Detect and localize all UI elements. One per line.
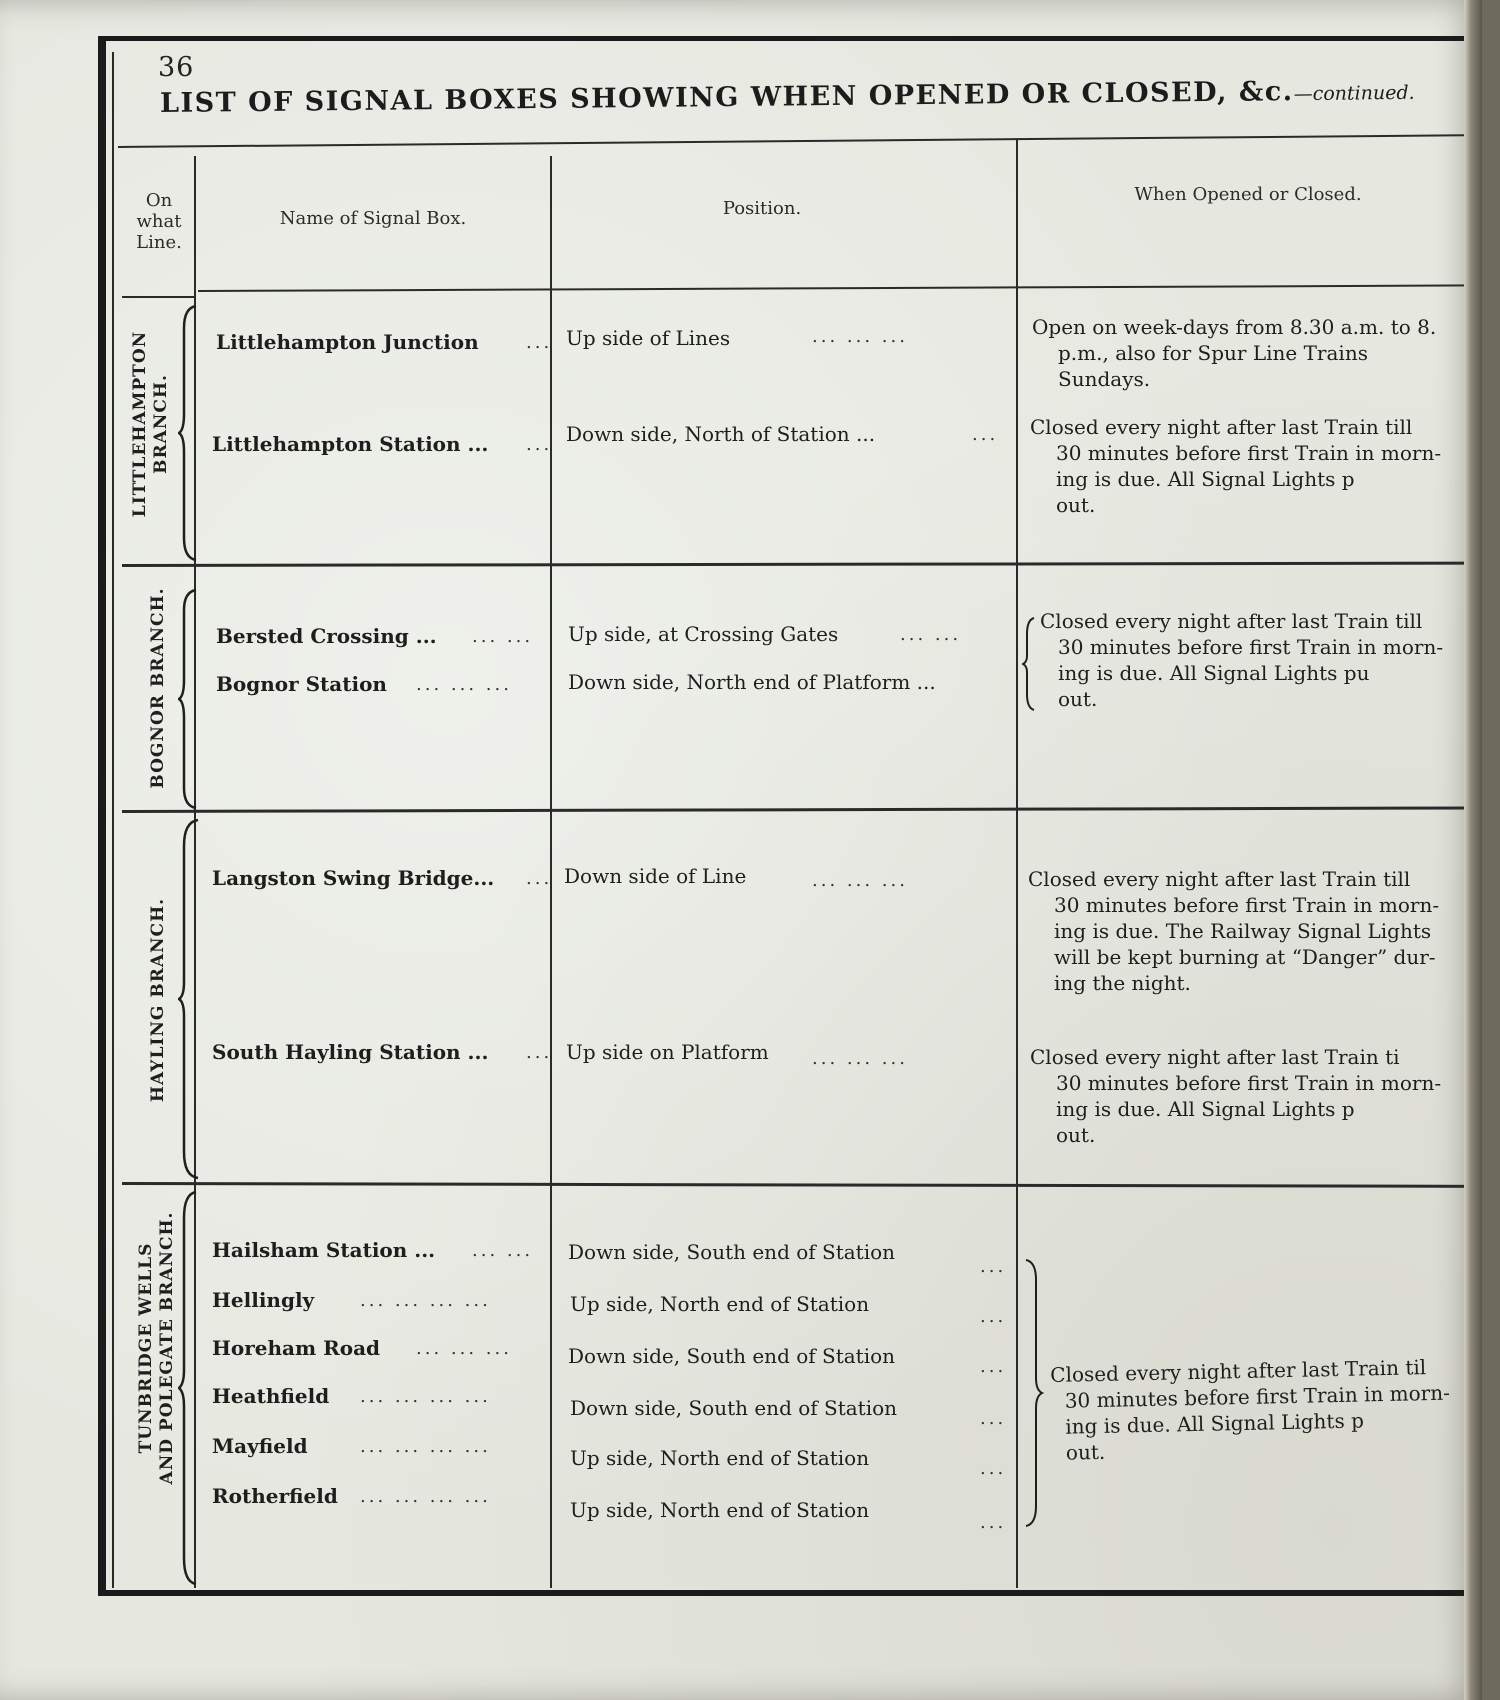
position-dots: ... ... ...	[812, 870, 908, 891]
name-dots: ...	[526, 332, 553, 353]
position-dots: ...	[980, 1408, 1007, 1429]
when-line: ing is due. The Railway Signal Lights	[1054, 919, 1432, 943]
when-line: out.	[1058, 687, 1098, 711]
box-name-horeham-road: Horeham Road	[212, 1336, 381, 1360]
name-dots: ... ... ... ...	[360, 1436, 491, 1457]
when-line: 30 minutes before first Train in morn-	[1056, 441, 1442, 465]
box-name-langston-swing-bridge: Langston Swing Bridge...	[212, 866, 495, 890]
when-line: ing is due. All Signal Lights p	[1056, 467, 1355, 491]
box-name-heathfield: Heathfield	[212, 1384, 330, 1408]
when-line: 30 minutes before first Train in morn-	[1056, 1071, 1442, 1095]
box-name-littlehampton-junction: Littlehampton Junction	[216, 330, 479, 354]
box-name-bersted-crossing: Bersted Crossing ...	[216, 624, 437, 648]
when-line: ing is due. All Signal Lights pu	[1058, 661, 1370, 685]
when-tunbridge-wells	[1050, 1354, 1451, 1466]
header-line-word: Line.	[136, 232, 182, 253]
name-dots: ... ...	[472, 1240, 534, 1261]
when-line: out.	[1056, 493, 1096, 517]
page-edge	[1464, 0, 1482, 1700]
box-name-littlehampton-station: Littlehampton Station ...	[212, 432, 489, 456]
position-mayfield: Up side, North end of Station	[570, 1446, 870, 1470]
position-dots: ...	[980, 1256, 1007, 1277]
when-line: will be kept burning at “Danger” dur-	[1054, 945, 1436, 969]
when-south-hayling-station	[1030, 1044, 1441, 1148]
when-line: ing the night.	[1054, 971, 1191, 995]
title-text: LIST OF SIGNAL BOXES SHOWING WHEN OPENED OR CLOSED, &c.	[159, 76, 1294, 119]
page-number: 36	[158, 52, 195, 83]
position-littlehampton-junction: Up side of Lines	[566, 326, 731, 350]
box-name-hailsham-station: Hailsham Station ...	[212, 1238, 436, 1262]
position-bognor-station: Down side, North end of Platform ...	[568, 670, 936, 694]
brace-bognor	[178, 588, 200, 810]
when-line: Sundays.	[1058, 367, 1151, 391]
name-dots: ...	[526, 868, 553, 889]
line-label-hayling	[148, 890, 172, 1110]
rule-under-header-line-col	[122, 296, 194, 298]
position-hellingly: Up side, North end of Station	[570, 1292, 870, 1316]
line-label-part: BRANCH.	[151, 374, 171, 474]
when-line: Closed every night after last Train till	[1028, 867, 1411, 891]
position-hailsham-station: Down side, South end of Station	[568, 1240, 896, 1264]
name-dots: ... ...	[472, 626, 534, 647]
name-dots: ...	[526, 434, 553, 455]
position-littlehampton-station: Down side, North of Station ...	[566, 422, 876, 446]
name-dots: ... ... ... ...	[360, 1386, 491, 1407]
position-langston-swing-bridge: Down side of Line	[564, 864, 747, 888]
name-dots: ... ... ...	[416, 1338, 512, 1359]
brace-tunbridge-when	[1024, 1258, 1044, 1528]
when-line: ing is due. All Signal Lights p	[1065, 1408, 1365, 1439]
name-dots: ...	[526, 1042, 553, 1063]
box-name-south-hayling-station: South Hayling Station ...	[212, 1040, 489, 1064]
position-dots: ...	[972, 424, 999, 445]
position-heathfield: Down side, South end of Station	[570, 1396, 898, 1420]
frame-inner-rule	[112, 52, 114, 1588]
when-bognor	[1040, 608, 1443, 712]
name-dots: ... ... ... ...	[360, 1486, 491, 1507]
when-line: 30 minutes before first Train in morn-	[1054, 893, 1440, 917]
line-label-bognor	[148, 578, 172, 798]
position-bersted-crossing: Up side, at Crossing Gates	[568, 622, 839, 646]
box-name-mayfield: Mayfield	[212, 1434, 308, 1458]
when-line: ing is due. All Signal Lights p	[1056, 1097, 1355, 1121]
when-line: Closed every night after last Train till	[1040, 609, 1423, 633]
when-line: Open on week-days from 8.30 a.m. to 8.	[1032, 315, 1437, 339]
line-label-part: HAYLING BRANCH.	[148, 897, 168, 1103]
when-line: Closed every night after last Train till	[1030, 415, 1413, 439]
brace-littlehampton	[178, 304, 200, 562]
box-name-hellingly: Hellingly	[212, 1288, 315, 1312]
line-label-part: LITTLEHAMPTON	[130, 330, 150, 518]
brace-bognor-when	[1022, 616, 1036, 712]
when-line: Closed every night after last Train til	[1050, 1355, 1427, 1387]
position-south-hayling-station: Up side on Platform	[566, 1040, 769, 1064]
line-label-part: TUNBRIDGE WELLS	[136, 1242, 156, 1454]
col-rule-3	[1016, 140, 1018, 1588]
header-line-word: what	[136, 211, 182, 232]
header-name: Name of Signal Box.	[279, 208, 467, 229]
when-line: 30 minutes before first Train in morn-	[1064, 1380, 1451, 1413]
when-line: p.m., also for Spur Line Trains	[1058, 341, 1368, 365]
position-dots: ... ... ...	[812, 1048, 908, 1069]
box-name-bognor-station: Bognor Station	[216, 672, 387, 696]
header-position: Position.	[722, 198, 802, 219]
header-line-word: On	[145, 190, 173, 211]
name-dots: ... ... ... ...	[360, 1290, 491, 1311]
position-dots: ...	[980, 1458, 1007, 1479]
title-continued: —continued.	[1293, 81, 1415, 106]
when-line: out.	[1056, 1123, 1096, 1147]
position-horeham-road: Down side, South end of Station	[568, 1344, 896, 1368]
when-littlehampton-junction	[1032, 314, 1436, 392]
when-line: out.	[1065, 1439, 1106, 1465]
when-langston-swing-bridge	[1028, 866, 1439, 996]
box-name-rotherfield: Rotherfield	[212, 1484, 338, 1508]
name-dots: ... ... ...	[416, 674, 512, 695]
when-littlehampton-station	[1030, 414, 1441, 518]
brace-hayling	[178, 818, 202, 1180]
position-rotherfield: Up side, North end of Station	[570, 1498, 870, 1522]
when-line: Closed every night after last Train ti	[1030, 1045, 1400, 1069]
brace-tunbridge-wells	[178, 1190, 200, 1586]
position-dots: ... ...	[900, 624, 962, 645]
line-label-tunbridge-wells	[136, 1198, 184, 1498]
position-dots: ... ... ...	[812, 326, 908, 347]
position-dots: ...	[980, 1306, 1007, 1327]
header-when: When Opened or Closed.	[1134, 184, 1362, 205]
header-line	[124, 190, 194, 253]
position-dots: ...	[980, 1512, 1007, 1533]
when-line: 30 minutes before first Train in morn-	[1058, 635, 1444, 659]
line-label-part: BOGNOR BRANCH.	[148, 587, 168, 789]
line-label-littlehampton	[130, 304, 178, 544]
line-label-part: AND POLEGATE BRANCH.	[157, 1211, 177, 1485]
position-dots: ...	[980, 1356, 1007, 1377]
